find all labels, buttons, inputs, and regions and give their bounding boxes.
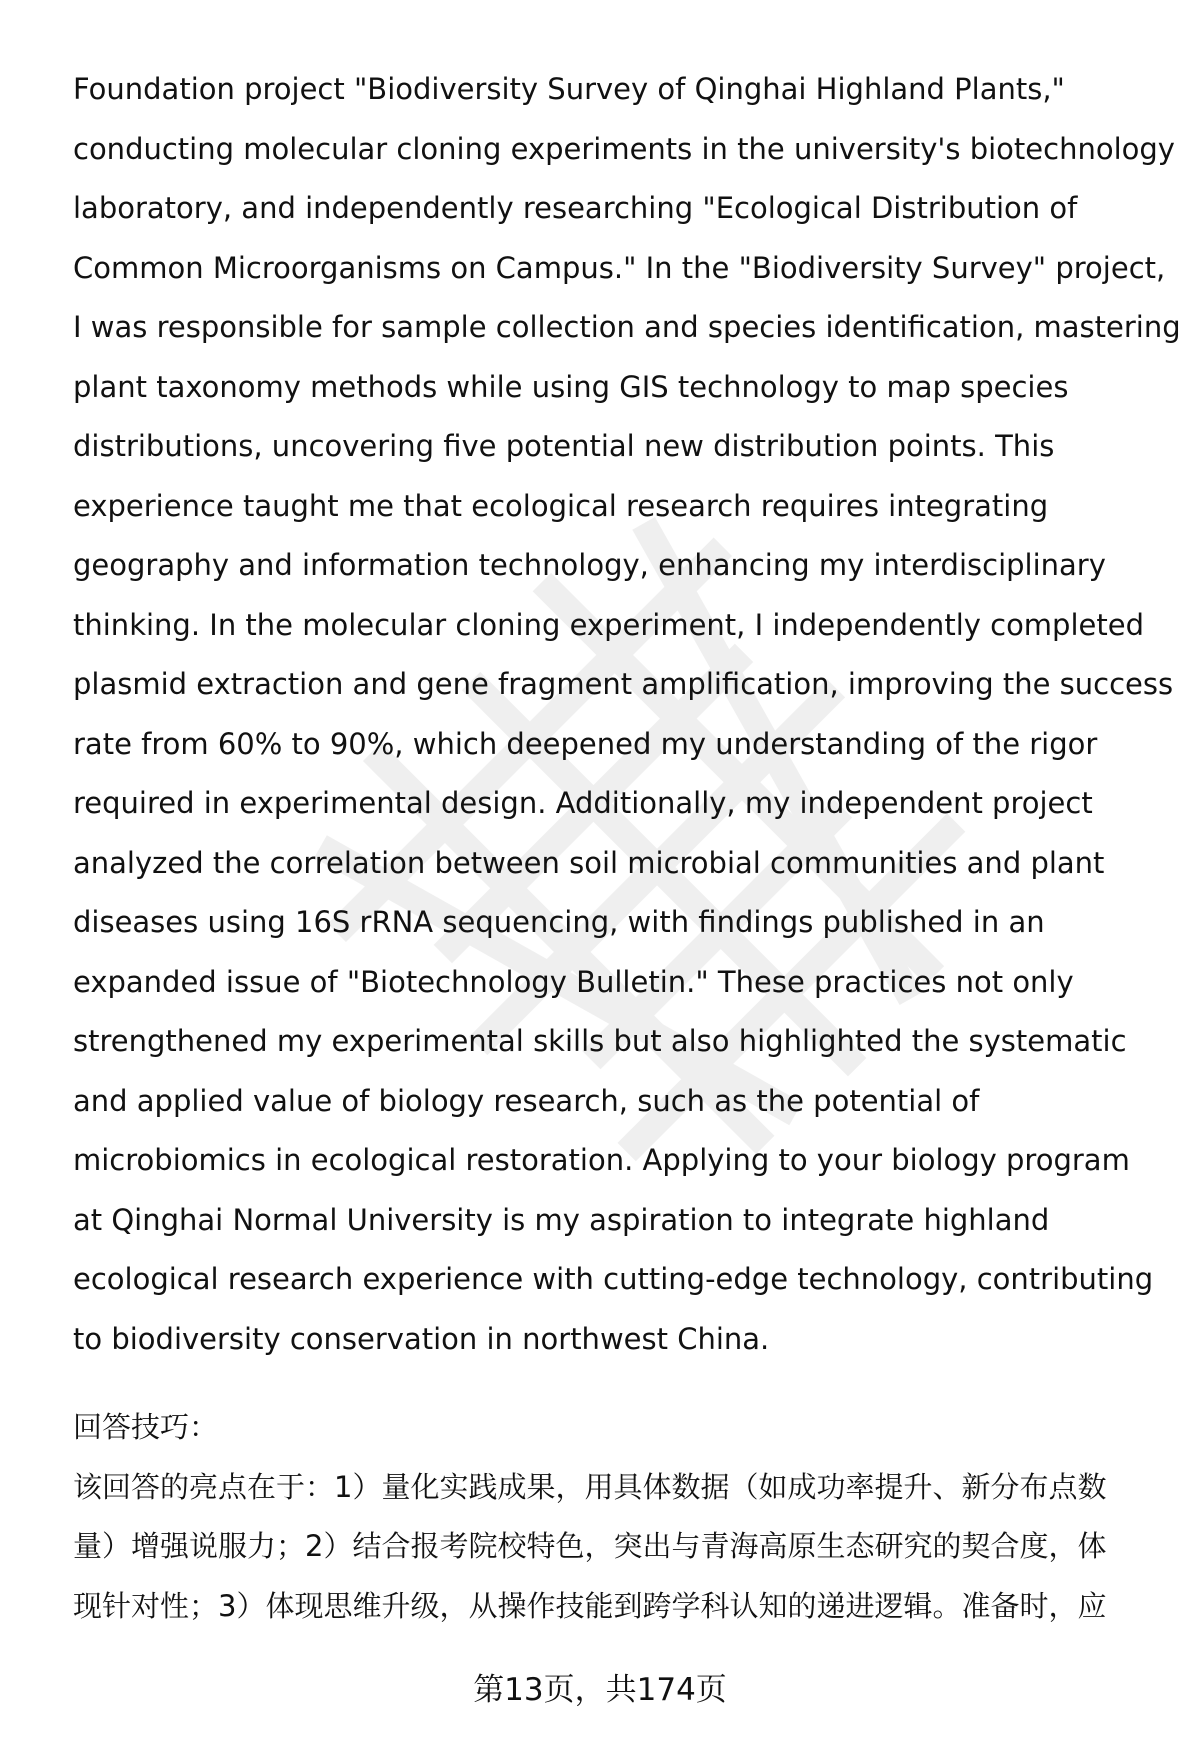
paragraph-line: plant taxonomy methods while using GIS technology to map species xyxy=(73,369,1069,404)
paragraph-line: diseases using 16S rRNA sequencing, with findings published in an xyxy=(73,905,1045,939)
paragraph-line: ecological research experience with cutting-edge technology, contributing xyxy=(73,1262,1154,1296)
tips-line: 量）增强说服力；2）结合报考院校特色，突出与青海高原生态研究的契合度，体 xyxy=(73,1529,1107,1563)
document-content xyxy=(73,60,1181,1636)
tips-section xyxy=(73,1398,1163,1636)
paragraph-line: Common Microorganisms on Campus." In the "Biodiversity Survey" project, xyxy=(73,250,1166,285)
paragraph-line: conducting molecular cloning experiments in the university's biotechnology xyxy=(73,131,1175,166)
paragraph-line: rate from 60% to 90%, which deepened my understanding of the rigor xyxy=(73,726,1098,761)
paragraph-line: analyzed the correlation between soil microbial communities and plant xyxy=(73,845,1105,880)
paragraph-line: thinking. In the molecular cloning experiment, I independently completed xyxy=(73,607,1144,642)
paragraph-line: laboratory, and independently researching "Ecological Distribution of xyxy=(73,191,1078,225)
paragraph-line: I was responsible for sample collection and species identification, mastering xyxy=(73,310,1181,344)
paragraph-line: geography and information technology, enhancing my interdisciplinary xyxy=(73,548,1106,582)
paragraph-line: to biodiversity conservation in northwest China. xyxy=(73,1321,770,1356)
paragraph-line: expanded issue of "Biotechnology Bulletin." These practices not only xyxy=(73,964,1074,999)
paragraph-line: distributions, uncovering five potential new distribution points. This xyxy=(73,429,1055,463)
paragraph-line: experience taught me that ecological research requires integrating xyxy=(73,488,1049,523)
paragraph-line: at Qinghai Normal University is my aspiration to integrate highland xyxy=(73,1202,1050,1237)
paragraph-line: strengthened my experimental skills but also highlighted the systematic xyxy=(73,1024,1127,1058)
paragraph-line: microbiomics in ecological restoration. Applying to your biology program xyxy=(73,1143,1130,1177)
paragraph-line: required in experimental design. Additionally, my independent project xyxy=(73,786,1093,820)
tips-heading: 回答技巧： xyxy=(73,1410,219,1444)
answer-paragraph xyxy=(73,60,1181,1369)
paragraph-line: Foundation project "Biodiversity Survey of Qinghai Highland Plants," xyxy=(73,72,1065,106)
tips-line: 该回答的亮点在于：1）量化实践成果，用具体数据（如成功率提升、新分布点数 xyxy=(73,1469,1107,1504)
paragraph-line: and applied value of biology research, such as the potential of xyxy=(73,1083,980,1118)
tips-line: 现针对性；3）体现思维升级，从操作技能到跨学科认知的递进逻辑。准备时，应 xyxy=(73,1588,1107,1623)
page-number-footer: 第13页，共174页 xyxy=(473,1672,727,1708)
paragraph-line: plasmid extraction and gene fragment amplification, improving the success xyxy=(73,667,1174,701)
